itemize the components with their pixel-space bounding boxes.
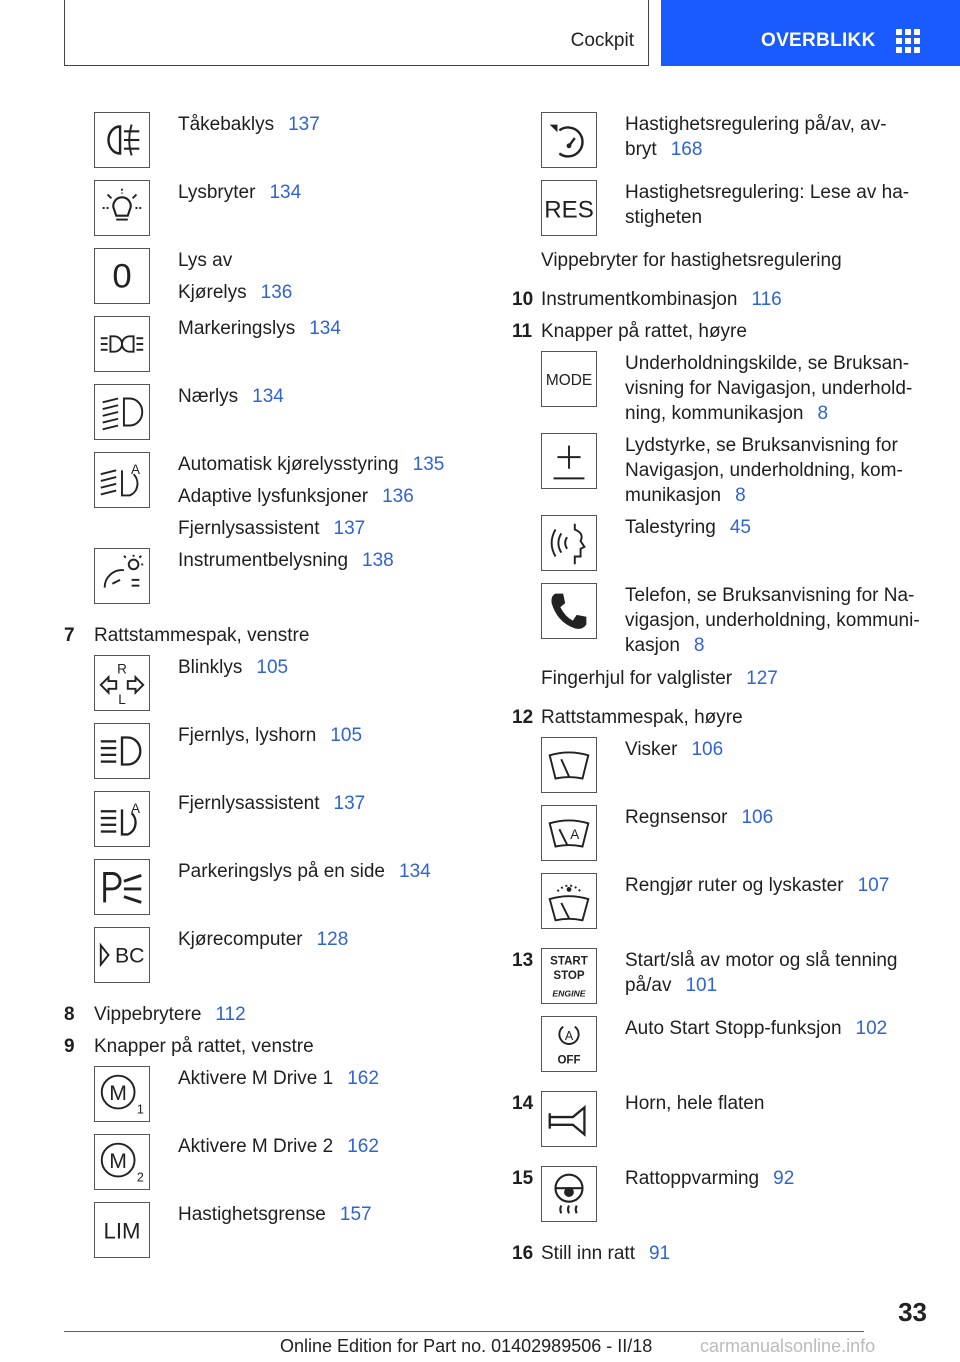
section-number-12: 12 xyxy=(512,707,534,728)
instrument-lighting-icon xyxy=(94,548,150,604)
list-item: Horn, hele flaten xyxy=(625,1093,765,1114)
header-section-label: Cockpit xyxy=(570,30,634,51)
list-item: Visker 106 xyxy=(625,739,724,760)
resume-icon xyxy=(541,180,597,236)
side-parking-light-icon xyxy=(94,859,150,915)
rear-fog-icon xyxy=(94,112,150,168)
watermark: carmanualsonline.info xyxy=(700,1336,876,1356)
high-beam-assist-icon xyxy=(94,791,150,847)
list-item: Parkeringslys på en side 134 xyxy=(178,861,431,882)
svg-text:STOP: STOP xyxy=(553,969,585,982)
list-item: Hastighetsregulering: Lese av ha- stigheten xyxy=(625,182,910,228)
svg-text:1: 1 xyxy=(136,1102,144,1117)
list-item: Automatisk kjørelysstyring 135 Adaptive lysfunksjoner 136 Fjernlysassistent 137 xyxy=(178,454,445,539)
m-drive-1-icon xyxy=(94,1066,150,1122)
footer-divider xyxy=(64,1331,864,1332)
section-number-16: 16 xyxy=(512,1243,534,1264)
horn-icon xyxy=(541,1091,597,1147)
mode-icon xyxy=(541,351,597,407)
list-item: Aktivere M Drive 1 162 xyxy=(178,1068,379,1089)
washer-icon xyxy=(541,873,597,929)
list-item: Hastighetsgrense 157 xyxy=(178,1204,372,1225)
list-item: Start/slå av motor og slå tenning på/av 101 xyxy=(625,950,898,996)
svg-text:RES: RES xyxy=(544,196,594,224)
section-number-13: 13 xyxy=(512,950,534,971)
auto-headlight-icon xyxy=(94,452,150,508)
list-item: Lysbryter 134 xyxy=(178,182,302,203)
svg-text:OFF: OFF xyxy=(557,1054,581,1067)
svg-text:R: R xyxy=(117,661,127,677)
list-item: Telefon, se Bruksanvisning for Na- vigasjon, underholdning, kommuni- kasjon 8 xyxy=(625,585,920,656)
volume-icon xyxy=(541,433,597,489)
svg-text:L: L xyxy=(118,692,126,708)
list-item: Fjernlysassistent 137 xyxy=(178,793,366,814)
svg-text:0: 0 xyxy=(112,257,132,296)
section-number-7: 7 xyxy=(64,625,75,646)
finger-wheel-label: Fingerhjul for valglister 127 xyxy=(541,668,778,689)
rain-sensor-icon xyxy=(541,805,597,861)
section-number-9: 9 xyxy=(64,1036,75,1057)
list-item: Regnsensor 106 xyxy=(625,807,774,828)
wiper-icon xyxy=(541,737,597,793)
overview-button[interactable] xyxy=(661,0,960,66)
low-beam-icon xyxy=(94,384,150,440)
cruise-rocker-label: Vippebryter for hastighetsregulering xyxy=(541,250,842,271)
list-item: Fjernlys, lyshorn 105 xyxy=(178,725,363,746)
svg-text:A: A xyxy=(564,1029,574,1044)
steering-heat-icon xyxy=(541,1166,597,1222)
svg-text:M: M xyxy=(109,1081,127,1105)
phone-icon xyxy=(541,583,597,639)
parking-lights-icon xyxy=(94,316,150,372)
list-item: Aktivere M Drive 2 162 xyxy=(178,1136,379,1157)
speed-limiter-icon xyxy=(94,1202,150,1258)
list-item: Markeringslys 134 xyxy=(178,318,341,339)
svg-text:A: A xyxy=(130,801,141,817)
footer-edition: Online Edition for Part no. 01402989506 - II/18 xyxy=(280,1336,653,1356)
list-item: Nærlys 134 xyxy=(178,386,284,407)
list-item: Kjørecomputer 128 xyxy=(178,929,349,950)
list-item: Lys av Kjørelys 136 xyxy=(178,250,293,303)
list-item: Rengjør ruter og lyskaster 107 xyxy=(625,875,890,896)
grid-menu-icon xyxy=(896,29,920,53)
voice-control-icon xyxy=(541,515,597,571)
m-drive-2-icon xyxy=(94,1134,150,1190)
svg-text:A: A xyxy=(570,826,580,842)
light-switch-icon xyxy=(94,180,150,236)
overview-label: OVERBLIKK xyxy=(761,30,876,51)
list-item: Blinklys 105 xyxy=(178,657,289,678)
list-item: Rattoppvarming 92 xyxy=(625,1168,795,1189)
start-stop-icon xyxy=(541,948,597,1004)
list-item: Instrumentbelysning 138 xyxy=(178,550,394,571)
page-number: 33 xyxy=(898,1297,927,1327)
svg-text:START: START xyxy=(550,955,588,968)
section-title-11: Knapper på rattet, høyre xyxy=(541,321,747,342)
section-number-10: 10 xyxy=(512,289,534,310)
section-title-9: Knapper på rattet, venstre xyxy=(94,1036,314,1057)
section-number-11: 11 xyxy=(512,321,533,342)
section-number-14: 14 xyxy=(512,1093,534,1114)
section-title-7: Rattstammespak, venstre xyxy=(94,625,310,646)
section-title-12: Rattstammespak, høyre xyxy=(541,707,743,728)
turn-signal-icon xyxy=(94,655,150,711)
svg-text:M: M xyxy=(109,1149,127,1173)
list-item: Lydstyrke, se Bruksanvisning for Navigasjon, underholdning, kom- munikasjon 8 xyxy=(625,435,903,506)
high-beam-icon xyxy=(94,723,150,779)
list-item: Underholdningskilde, se Bruksan- visning for Navigasjon, underhold- ning, kommunikasjon 8 xyxy=(625,353,913,424)
list-item: Auto Start Stopp-funksjon 102 xyxy=(625,1018,888,1039)
onboard-computer-icon xyxy=(94,927,150,983)
section-title-10: Instrumentkombinasjon 116 xyxy=(541,289,782,310)
cruise-control-icon xyxy=(541,112,597,168)
header-section-box xyxy=(64,0,649,66)
svg-text:MODE: MODE xyxy=(545,371,593,389)
list-item: Tåkebaklys 137 xyxy=(178,114,320,135)
auto-start-stop-icon xyxy=(541,1016,597,1072)
svg-text:BC: BC xyxy=(114,944,145,968)
list-item: Hastighetsregulering på/av, av- bryt 168 xyxy=(625,114,887,160)
section-title-16: Still inn ratt 91 xyxy=(541,1243,671,1264)
svg-text:A: A xyxy=(130,462,141,478)
lights-off-icon xyxy=(94,248,150,304)
section-number-15: 15 xyxy=(512,1168,534,1189)
list-item: Talestyring 45 xyxy=(625,517,751,538)
svg-text:LIM: LIM xyxy=(103,1218,141,1244)
svg-text:2: 2 xyxy=(136,1170,144,1185)
section-number-8: 8 xyxy=(64,1004,75,1025)
section-title-8: Vippebrytere 112 xyxy=(94,1004,246,1025)
svg-text:ENGINE: ENGINE xyxy=(552,988,586,999)
